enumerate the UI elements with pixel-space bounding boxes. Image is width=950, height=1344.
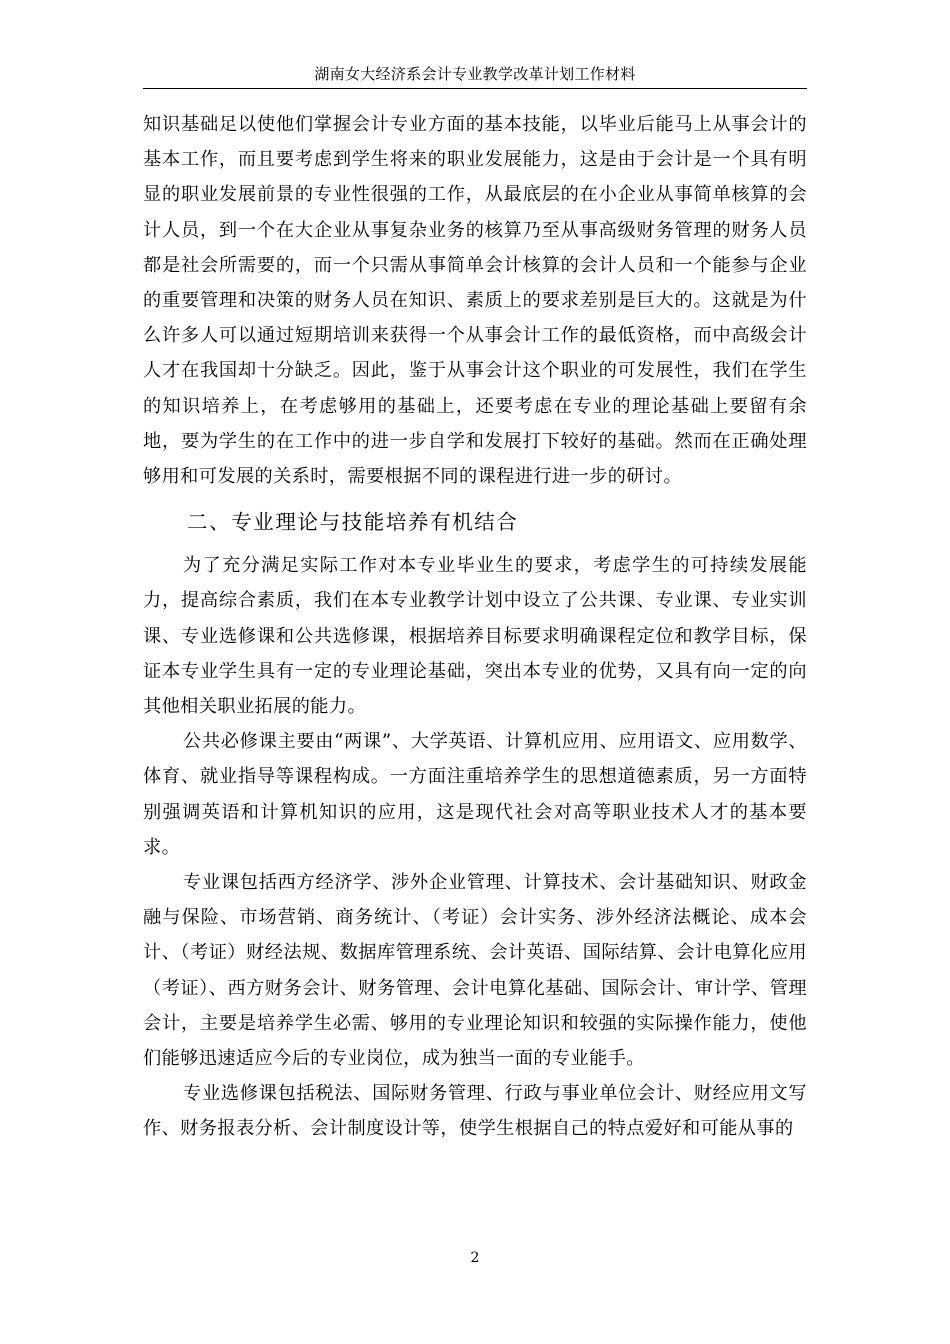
paragraph-continuation: 知识基础足以使他们掌握会计专业方面的基本技能，以毕业后能马上从事会计的基本工作，而且要考虑到学生将来的职业发展能力，这是由于会计是一个具有明显的职业发展前景的专业性很强的工作，从最底层的在小企业从事简单核算的会计人员，到一个在大企业从事复杂业务的核算乃至从事高级财务管理的财务人员都是社会所需要的，而一个只需从事简单会计核算的会计人员和一个能参与企业的重要管理和决策的财务人员在知识、素质上的要求差别是巨大的。这就是为什么许多人可以通过短期培训来获得一个从事会计工作的最低资格，而中高级会计人才在我国却十分缺乏。因此，鉴于从事会计这个职业的可发展性，我们在学生的知识培养上，在考虑够用的基础上，还要考虑在专业的理论基础上要留有余地，要为学生的在工作中的进一步自学和发展打下较好的基础。然而在正确处理够用和可发展的关系时，需要根据不同的课程进行进一步的研讨。 <box>143 114 807 488</box>
paragraph-major-courses: 专业课包括西方经济学、涉外企业管理、计算技术、会计基础知识、财政金融与保险、市场营销、商务统计、（考证）会计实务、涉外经济法概论、成本会计、（考证）财经法规、数据库管理系统、会计英语、国际结算、会计电算化应用（考证）、西方财务会计、财务管理、会计电算化基础、国际会计、审计学、管理会计，主要是培养学生必需、够用的专业理论知识和较强的实际操作能力，使他们能够迅速适应今后的专业岗位，成为独当一面的专业能手。 <box>143 872 807 1070</box>
page-header-title: 湖南女大经济系会计专业教学改革计划工作材料 <box>314 65 636 83</box>
page-number: 2 <box>470 1250 480 1266</box>
document-body <box>143 107 807 1147</box>
section-heading: 二、专业理论与技能培养有机结合 <box>187 510 519 535</box>
paragraph-electives: 专业选修课包括税法、国际财务管理、行政与事业单位会计、财经应用文写作、财务报表分析、会计制度设计等，使学生根据自己的特点爱好和可能从事的 <box>143 1083 807 1140</box>
paragraph-intro: 为了充分满足实际工作对本专业毕业生的要求，考虑学生的可持续发展能力，提高综合素质，我们在本专业教学计划中设立了公共课、专业课、专业实训课、专业选修课和公共选修课，根据培养目标要求明确课程定位和教学目标，保证本专业学生具有一定的专业理论基础，突出本专业的优势，又具有向一定的向其他相关职业拓展的能力。 <box>143 555 807 718</box>
page-header <box>143 62 807 89</box>
paragraph-public-courses: 公共必修课主要由“两课”、大学英语、计算机应用、应用语文、应用数学、体育、就业指导等课程构成。一方面注重培养学生的思想道德素质，另一方面特别强调英语和计算机知识的应用，这是现代社会对高等职业技术人才的基本要求。 <box>143 731 807 858</box>
